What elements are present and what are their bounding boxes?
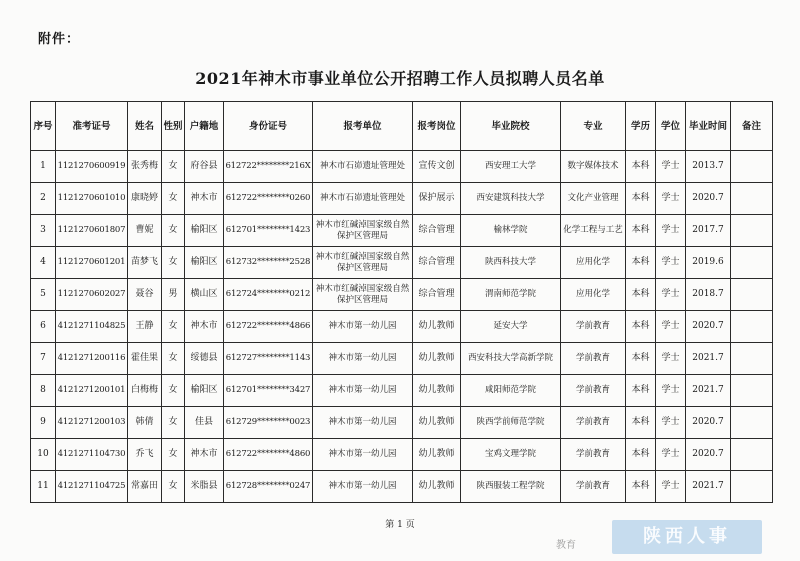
table-cell: 5 xyxy=(31,279,56,311)
table-cell: 学士 xyxy=(656,471,686,503)
table-cell: 9 xyxy=(31,407,56,439)
table-cell: 本科 xyxy=(626,183,656,215)
table-cell: 常嘉田 xyxy=(128,471,162,503)
table-cell xyxy=(731,151,773,183)
table-cell: 2013.7 xyxy=(686,151,731,183)
table-cell: 神木市第一幼儿园 xyxy=(313,471,413,503)
column-header: 户籍地 xyxy=(185,102,224,151)
table-cell: 2021.7 xyxy=(686,375,731,407)
table-cell: 神木市第一幼儿园 xyxy=(313,439,413,471)
table-row xyxy=(31,439,773,471)
table-cell: 陕西科技大学 xyxy=(461,247,561,279)
table-cell: 女 xyxy=(162,311,185,343)
table-cell: 4121271200116 xyxy=(56,343,128,375)
table-cell: 数字媒体技术 xyxy=(561,151,626,183)
table-cell: 11 xyxy=(31,471,56,503)
table-cell: 女 xyxy=(162,183,185,215)
table-cell: 神木市第一幼儿园 xyxy=(313,311,413,343)
table-row xyxy=(31,151,773,183)
table-row xyxy=(31,407,773,439)
table-cell xyxy=(731,215,773,247)
column-header: 序号 xyxy=(31,102,56,151)
table-cell: 综合管理 xyxy=(413,247,461,279)
column-header: 性别 xyxy=(162,102,185,151)
table-cell: 女 xyxy=(162,471,185,503)
table-cell: 2020.7 xyxy=(686,183,731,215)
table-cell: 宣传文创 xyxy=(413,151,461,183)
table-cell: 612728********0247 xyxy=(224,471,313,503)
column-header: 毕业时间 xyxy=(686,102,731,151)
table-cell: 榆林学院 xyxy=(461,215,561,247)
table-cell: 化学工程与工艺 xyxy=(561,215,626,247)
table-cell: 10 xyxy=(31,439,56,471)
table-cell: 2020.7 xyxy=(686,311,731,343)
table-cell: 白梅梅 xyxy=(128,375,162,407)
column-header: 学历 xyxy=(626,102,656,151)
table-cell: 女 xyxy=(162,375,185,407)
table-cell: 神木市 xyxy=(185,311,224,343)
table-row xyxy=(31,247,773,279)
roster-table xyxy=(30,101,773,503)
table-cell xyxy=(731,311,773,343)
table-cell: 榆阳区 xyxy=(185,215,224,247)
table-cell: 本科 xyxy=(626,471,656,503)
table-cell: 应用化学 xyxy=(561,247,626,279)
column-header: 毕业院校 xyxy=(461,102,561,151)
table-cell: 612722********216X xyxy=(224,151,313,183)
table-cell: 王静 xyxy=(128,311,162,343)
table-cell: 文化产业管理 xyxy=(561,183,626,215)
watermark-logo: 陕西人事 xyxy=(612,520,762,554)
table-cell: 学士 xyxy=(656,247,686,279)
table-cell xyxy=(731,183,773,215)
table-cell: 4121271104825 xyxy=(56,311,128,343)
table-row xyxy=(31,183,773,215)
table-cell: 学前教育 xyxy=(561,407,626,439)
table-cell: 霍佳果 xyxy=(128,343,162,375)
column-header: 准考证号 xyxy=(56,102,128,151)
table-cell: 612729********0023 xyxy=(224,407,313,439)
table-cell: 西安理工大学 xyxy=(461,151,561,183)
table-cell: 4121271104730 xyxy=(56,439,128,471)
table-cell: 横山区 xyxy=(185,279,224,311)
table-cell: 612724********0212 xyxy=(224,279,313,311)
table-cell: 神木市 xyxy=(185,439,224,471)
table-cell: 2020.7 xyxy=(686,439,731,471)
table-cell: 学士 xyxy=(656,311,686,343)
table-cell: 神木市第一幼儿园 xyxy=(313,407,413,439)
table-cell xyxy=(731,407,773,439)
table-cell: 宝鸡文理学院 xyxy=(461,439,561,471)
table-cell: 学前教育 xyxy=(561,375,626,407)
table-cell: 3 xyxy=(31,215,56,247)
table-cell xyxy=(731,247,773,279)
table-cell: 渭南师范学院 xyxy=(461,279,561,311)
table-cell: 1121270601010 xyxy=(56,183,128,215)
table-cell: 学士 xyxy=(656,215,686,247)
table-cell: 神木市石峁遗址管理处 xyxy=(313,183,413,215)
table-cell: 2 xyxy=(31,183,56,215)
table-cell: 2020.7 xyxy=(686,407,731,439)
table-cell: 学士 xyxy=(656,183,686,215)
table-cell: 应用化学 xyxy=(561,279,626,311)
table-cell: 学前教育 xyxy=(561,439,626,471)
table-cell: 4121271200101 xyxy=(56,375,128,407)
table-cell: 府谷县 xyxy=(185,151,224,183)
table-cell: 女 xyxy=(162,215,185,247)
table-cell: 本科 xyxy=(626,407,656,439)
table-cell: 612722********4860 xyxy=(224,439,313,471)
table-row xyxy=(31,375,773,407)
table-cell: 学士 xyxy=(656,151,686,183)
table-cell: 4121271104725 xyxy=(56,471,128,503)
table-cell: 综合管理 xyxy=(413,279,461,311)
table-cell: 幼儿教师 xyxy=(413,343,461,375)
table-cell xyxy=(731,343,773,375)
table-cell: 女 xyxy=(162,343,185,375)
column-header: 专业 xyxy=(561,102,626,151)
table-cell: 本科 xyxy=(626,343,656,375)
table-cell: 612722********4866 xyxy=(224,311,313,343)
table-cell: 612732********2528 xyxy=(224,247,313,279)
table-cell: 西安建筑科技大学 xyxy=(461,183,561,215)
table-row xyxy=(31,343,773,375)
table-cell: 女 xyxy=(162,439,185,471)
table-cell: 本科 xyxy=(626,247,656,279)
page-title: 2021年神木市事业单位公开招聘工作人员拟聘人员名单 xyxy=(195,69,605,88)
table-cell: 1121270600919 xyxy=(56,151,128,183)
table-cell: 612701********3427 xyxy=(224,375,313,407)
table-cell: 幼儿教师 xyxy=(413,471,461,503)
table-cell: 神木市红碱淖国家级自然保护区管理局 xyxy=(313,215,413,247)
table-cell: 女 xyxy=(162,247,185,279)
table-cell: 陕西服装工程学院 xyxy=(461,471,561,503)
column-header: 姓名 xyxy=(128,102,162,151)
column-header: 报考单位 xyxy=(313,102,413,151)
table-cell xyxy=(731,471,773,503)
table-cell: 4 xyxy=(31,247,56,279)
table-cell: 咸阳师范学院 xyxy=(461,375,561,407)
table-row xyxy=(31,471,773,503)
table-body xyxy=(31,151,773,503)
table-cell: 韩倩 xyxy=(128,407,162,439)
table-cell: 学士 xyxy=(656,439,686,471)
table-cell: 神木市第一幼儿园 xyxy=(313,343,413,375)
table-cell: 张秀梅 xyxy=(128,151,162,183)
table-cell: 延安大学 xyxy=(461,311,561,343)
table-cell: 学士 xyxy=(656,343,686,375)
column-header: 备注 xyxy=(731,102,773,151)
table-cell: 本科 xyxy=(626,439,656,471)
table-cell: 康晓婷 xyxy=(128,183,162,215)
table-cell: 2017.7 xyxy=(686,215,731,247)
table-cell: 2018.7 xyxy=(686,279,731,311)
page-number: 第 1 页 xyxy=(385,520,415,530)
table-cell: 6 xyxy=(31,311,56,343)
table-cell: 综合管理 xyxy=(413,215,461,247)
table-cell: 神木市红碱淖国家级自然保护区管理局 xyxy=(313,279,413,311)
table-cell: 西安科技大学高新学院 xyxy=(461,343,561,375)
watermark-caption: 教育 xyxy=(556,540,576,551)
table-cell: 1121270602027 xyxy=(56,279,128,311)
table-cell: 神木市红碱淖国家级自然保护区管理局 xyxy=(313,247,413,279)
table-cell: 7 xyxy=(31,343,56,375)
table-cell: 1121270601807 xyxy=(56,215,128,247)
table-cell: 学前教育 xyxy=(561,471,626,503)
table-cell: 幼儿教师 xyxy=(413,311,461,343)
table-cell: 幼儿教师 xyxy=(413,407,461,439)
column-header: 学位 xyxy=(656,102,686,151)
column-header: 报考岗位 xyxy=(413,102,461,151)
table-cell: 612722********0260 xyxy=(224,183,313,215)
table-cell: 学前教育 xyxy=(561,343,626,375)
table-cell: 学士 xyxy=(656,375,686,407)
table-cell: 苗梦飞 xyxy=(128,247,162,279)
table-header-row xyxy=(31,102,773,151)
table-cell: 2019.6 xyxy=(686,247,731,279)
table-cell: 保护展示 xyxy=(413,183,461,215)
table-cell: 本科 xyxy=(626,151,656,183)
table-cell: 8 xyxy=(31,375,56,407)
table-cell: 学士 xyxy=(656,279,686,311)
table-cell: 神木市第一幼儿园 xyxy=(313,375,413,407)
table-cell: 612701********1423 xyxy=(224,215,313,247)
attachment-label: 附件： xyxy=(38,32,81,47)
table-cell: 佳县 xyxy=(185,407,224,439)
table-cell: 女 xyxy=(162,407,185,439)
table-cell: 2021.7 xyxy=(686,343,731,375)
table-cell: 学士 xyxy=(656,407,686,439)
table-cell xyxy=(731,439,773,471)
table-cell: 乔飞 xyxy=(128,439,162,471)
table-cell: 1 xyxy=(31,151,56,183)
table-cell: 榆阳区 xyxy=(185,247,224,279)
table-cell xyxy=(731,279,773,311)
table-cell: 612727********1143 xyxy=(224,343,313,375)
table-cell: 米脂县 xyxy=(185,471,224,503)
table-cell: 4121271200103 xyxy=(56,407,128,439)
table-cell: 幼儿教师 xyxy=(413,375,461,407)
table-cell xyxy=(731,375,773,407)
table-cell: 幼儿教师 xyxy=(413,439,461,471)
table-cell: 曹妮 xyxy=(128,215,162,247)
table-cell: 男 xyxy=(162,279,185,311)
table-row xyxy=(31,311,773,343)
table-row xyxy=(31,215,773,247)
table-cell: 聂谷 xyxy=(128,279,162,311)
table-cell: 本科 xyxy=(626,215,656,247)
column-header: 身份证号 xyxy=(224,102,313,151)
table-cell: 女 xyxy=(162,151,185,183)
table-cell: 神木市 xyxy=(185,183,224,215)
table-row xyxy=(31,279,773,311)
table-cell: 2021.7 xyxy=(686,471,731,503)
table-cell: 陕西学前师范学院 xyxy=(461,407,561,439)
table-cell: 学前教育 xyxy=(561,311,626,343)
table-cell: 本科 xyxy=(626,279,656,311)
table-cell: 1121270601201 xyxy=(56,247,128,279)
table-cell: 本科 xyxy=(626,311,656,343)
table-cell: 本科 xyxy=(626,375,656,407)
table-cell: 榆阳区 xyxy=(185,375,224,407)
table-cell: 绥德县 xyxy=(185,343,224,375)
table-cell: 神木市石峁遗址管理处 xyxy=(313,151,413,183)
